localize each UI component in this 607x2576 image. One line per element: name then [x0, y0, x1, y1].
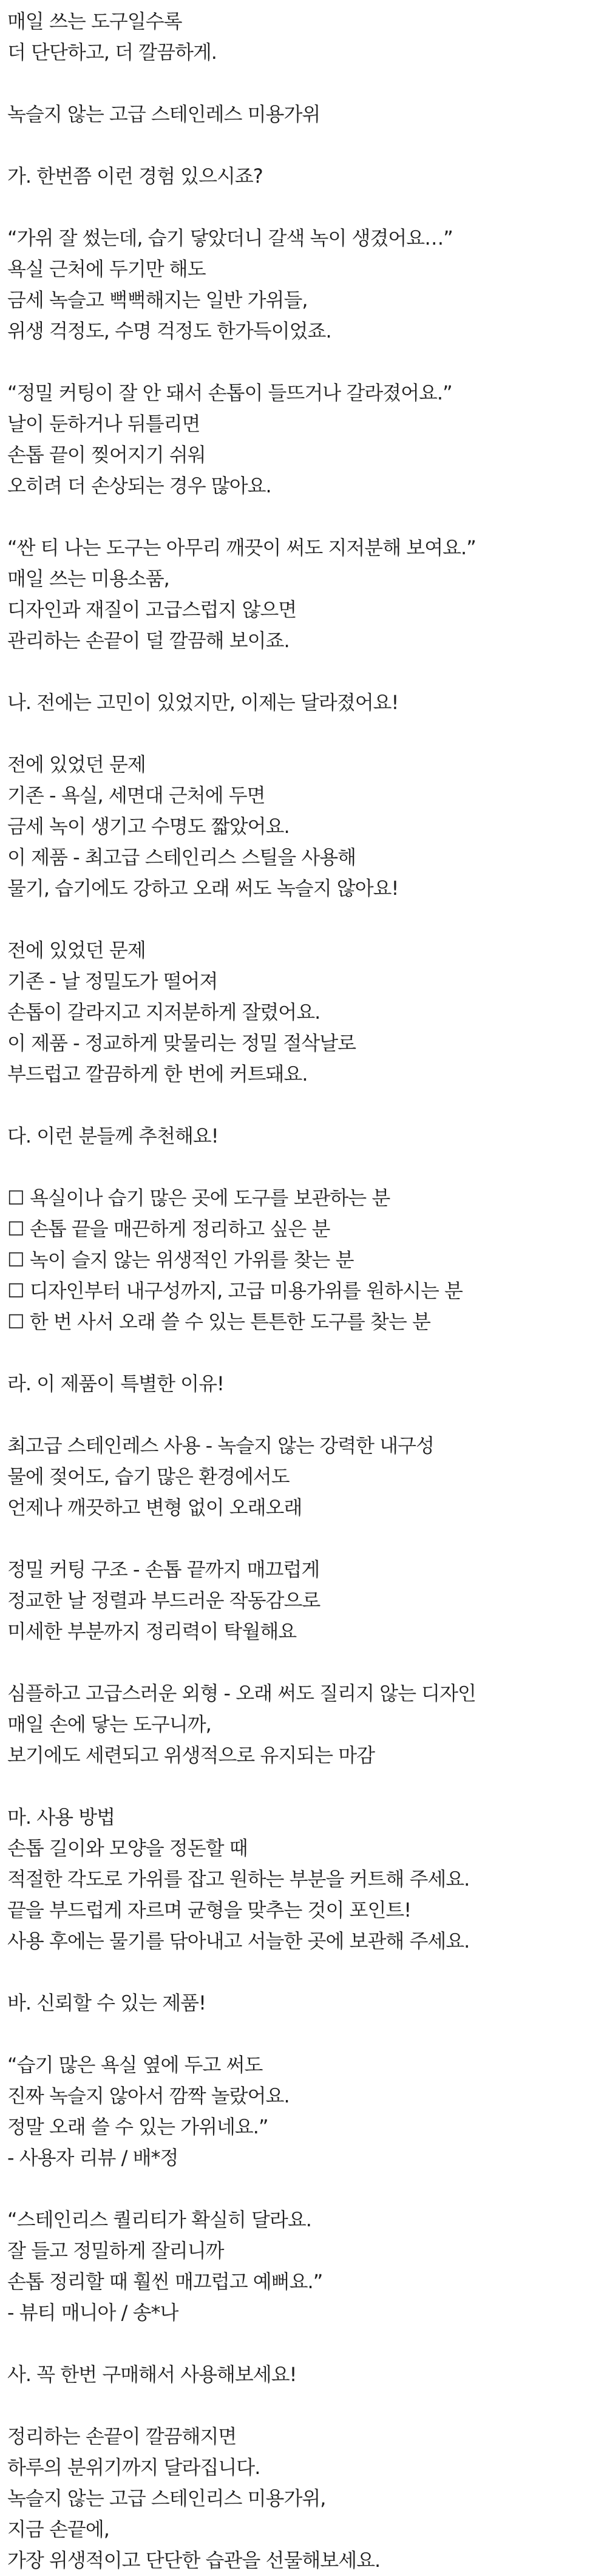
blank-line [7, 68, 607, 99]
text-line: 위생 걱정도, 수명 걱정도 한가득이었죠. [7, 319, 331, 342]
text-line: - 사용자 리뷰 / 배*정 [7, 2146, 178, 2169]
text-line: 지금 손끝에, [7, 2518, 109, 2541]
text-line: 다. 이런 분들께 추천해요! [7, 1124, 219, 1147]
text-line: 디자인과 재질이 고급스럽지 않으면 [7, 598, 297, 621]
text-line: 녹슬지 않는 고급 스테인레스 미용가위 [7, 103, 320, 126]
text-line: ☐ 디자인부터 내구성까지, 고급 미용가위를 원하시는 분 [7, 1279, 463, 1302]
text-line: ☐ 한 번 사서 오래 쓸 수 있는 튼튼한 도구를 찾는 분 [7, 1310, 430, 1333]
text-line: 더 단단하고, 더 깔끔하게. [7, 41, 217, 64]
blank-line [7, 347, 607, 378]
text-line: “습기 많은 욕실 옆에 두고 써도 [7, 2053, 263, 2076]
text-line: 나. 전에는 고민이 있었지만, 이제는 달라졌어요! [7, 691, 399, 714]
blank-line [7, 1771, 607, 1802]
text-line: 미세한 부분까지 정리력이 탁월해요 [7, 1620, 297, 1643]
blank-line [7, 656, 607, 687]
text-line: 잘 들고 정밀하게 잘리니까 [7, 2239, 224, 2262]
text-line: “싼 티 나는 도구는 아무리 깨끗이 써도 지저분해 보여요.” [7, 536, 476, 559]
blank-line [7, 1152, 607, 1183]
text-line: 전에 있었던 문제 [7, 753, 146, 776]
text-line: 진짜 녹슬지 않아서 깜짝 놀랐어요. [7, 2084, 290, 2107]
text-line: 물에 젖어도, 습기 많은 환경에서도 [7, 1465, 290, 1488]
text-line: 사용 후에는 물기를 닦아내고 서늘한 곳에 보관해 주세요. [7, 1929, 470, 1952]
text-line: 금세 녹슬고 뻑뻑해지는 일반 가위들, [7, 288, 308, 311]
text-line: 부드럽고 깔끔하게 한 번에 커트돼요. [7, 1062, 308, 1086]
text-line: - 뷰티 매니아 / 송*나 [7, 2301, 178, 2324]
text-line: 정교한 날 정렬과 부드러운 작동감으로 [7, 1589, 320, 1612]
text-line: 최고급 스테인레스 사용 - 녹슬지 않는 강력한 내구성 [7, 1434, 434, 1457]
text-line: 하루의 분위기까지 달라집니다. [7, 2456, 260, 2479]
text-line: 언제나 깨끗하고 변형 없이 오래오래 [7, 1496, 302, 1519]
text-line: 손톱 길이와 모양을 정돈할 때 [7, 1837, 248, 1860]
text-line: 기존 - 날 정밀도가 떨어져 [7, 970, 218, 993]
blank-line [7, 1523, 607, 1554]
text-line: 매일 쓰는 도구일수록 [7, 10, 182, 33]
text-line: “가위 잘 썼는데, 습기 닿았더니 갈색 녹이 생겼어요…” [7, 226, 453, 250]
text-line: 정밀 커팅 구조 - 손톱 끝까지 매끄럽게 [7, 1558, 320, 1581]
text-line: 정말 오래 쓸 수 있는 가위네요.” [7, 2115, 268, 2138]
blank-line [7, 192, 607, 223]
text-line: 라. 이 제품이 특별한 이유! [7, 1372, 224, 1395]
blank-line [7, 718, 607, 749]
text-line: 물기, 습기에도 강하고 오래 써도 녹슬지 않아요! [7, 877, 399, 900]
text-line: 보기에도 세련되고 위생적으로 유지되는 마감 [7, 1744, 375, 1767]
text-line: 심플하고 고급스러운 외형 - 오래 써도 질리지 않는 디자인 [7, 1682, 476, 1705]
text-line: 바. 신뢰할 수 있는 제품! [7, 1991, 206, 2014]
blank-line [7, 2390, 607, 2421]
text-line: 손톱이 갈라지고 지저분하게 잘렸어요. [7, 1001, 320, 1024]
text-line: 전에 있었던 문제 [7, 939, 146, 962]
blank-line [7, 2173, 607, 2204]
text-line: 손톱 정리할 때 훨씬 매끄럽고 예뻐요.” [7, 2270, 323, 2293]
text-line: 가장 위생적이고 단단한 습관을 선물해보세요. [7, 2549, 381, 2572]
text-line: “정밀 커팅이 잘 안 돼서 손톱이 들뜨거나 갈라졌어요.” [7, 381, 452, 404]
blank-line [7, 2328, 607, 2359]
text-line: 정리하는 손끝이 깔끔해지면 [7, 2425, 237, 2448]
text-line: 날이 둔하거나 뒤틀리면 [7, 412, 200, 435]
blank-line [7, 904, 607, 935]
text-line: 관리하는 손끝이 덜 깔끔해 보이죠. [7, 629, 290, 652]
text-line: 이 제품 - 정교하게 맞물리는 정밀 절삭날로 [7, 1031, 356, 1055]
text-line: 금세 녹이 생기고 수명도 짧았어요. [7, 815, 290, 838]
text-line: 사. 꼭 한번 구매해서 사용해보세요! [7, 2363, 297, 2386]
text-line: 매일 쓰는 미용소품, [7, 567, 169, 590]
blank-line [7, 501, 607, 532]
blank-line [7, 1647, 607, 1678]
text-line: 오히려 더 손상되는 경우 많아요. [7, 474, 271, 497]
text-line: 마. 사용 방법 [7, 1806, 115, 1829]
text-line: ☐ 녹이 슬지 않는 위생적인 가위를 찾는 분 [7, 1248, 354, 1271]
text-line: ☐ 손톱 끝을 매끈하게 정리하고 싶은 분 [7, 1217, 330, 1240]
text-line: 기존 - 욕실, 세면대 근처에 두면 [7, 784, 265, 807]
text-line: 손톱 끝이 찢어지기 쉬워 [7, 443, 206, 466]
text-line: 이 제품 - 최고급 스테인리스 스틸을 사용해 [7, 846, 356, 869]
text-line: 적절한 각도로 가위를 잡고 원하는 부분을 커트해 주세요. [7, 1867, 470, 1891]
text-line: 욕실 근처에 두기만 해도 [7, 257, 206, 280]
blank-line [7, 1090, 607, 1121]
blank-line [7, 2019, 607, 2050]
text-line: ☐ 욕실이나 습기 많은 곳에 도구를 보관하는 분 [7, 1186, 390, 1209]
blank-line [7, 130, 607, 161]
text-line: 녹슬지 않는 고급 스테인리스 미용가위, [7, 2487, 326, 2510]
text-line: 매일 손에 닿는 도구니까, [7, 1713, 211, 1736]
text-line: “스테인리스 퀄리티가 확실히 달라요. [7, 2208, 311, 2231]
blank-line [7, 1399, 607, 1430]
text-line: 끝을 부드럽게 자르며 균형을 맞추는 것이 포인트! [7, 1898, 412, 1922]
blank-line [7, 1957, 607, 1988]
blank-line [7, 1337, 607, 1368]
text-line: 가. 한번쯤 이런 경험 있으시죠? [7, 165, 263, 188]
